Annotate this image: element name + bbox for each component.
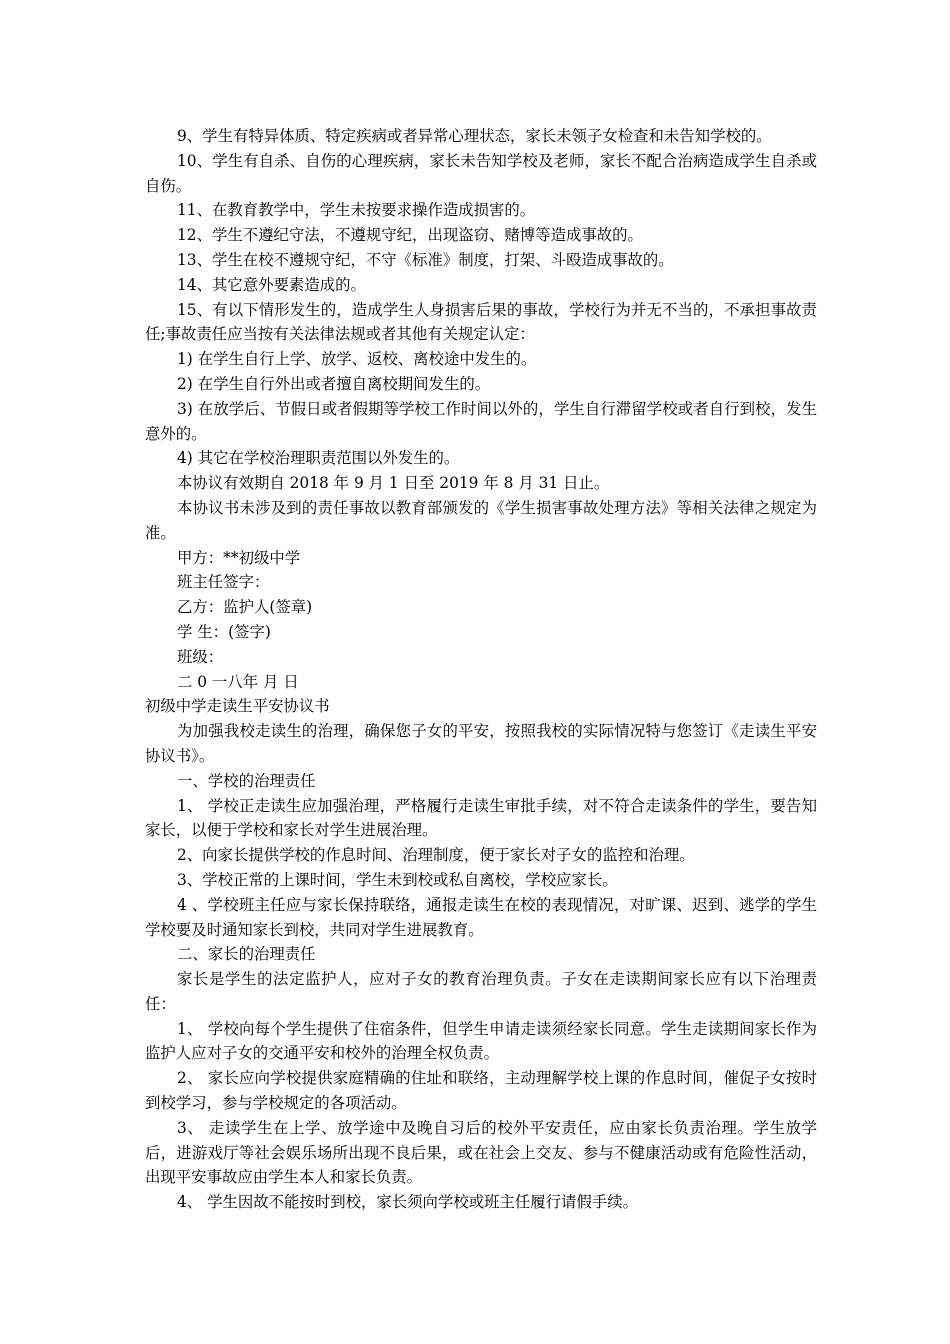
document-body [145,124,817,1215]
paragraph: 4 、学校班主任应与家长保持联络，通报走读生在校的表现情况，对旷课、迟到、逃学的学生学校要及时通知家长到校，共同对学生进展教育。 [145,895,817,939]
paragraph: 本协议书未涉及到的责任事故以教育部颁发的《学生损害事故处理方法》等相关法律之规定为准。 [145,498,817,542]
list-item: 2) 在学生自行外出或者擅自离校期间发生的。 [177,374,491,393]
document-title: 初级中学走读生平安协议书 [145,697,330,716]
paragraph: 2、向家长提供学校的作息时间、治理制度，便于家长对子女的监控和治理。 [177,846,695,865]
list-item: 4) 其它在学校治理职责范围以外发生的。 [177,449,460,468]
teacher-signature-line: 班主任签字： [177,573,270,592]
student-signature-line: 学 生：(签字) [177,622,271,641]
paragraph: 3、学校正常的上课时间，学生未到校或私自离校，学校应家长。 [177,870,618,889]
paragraph: 12、学生不遵纪守法，不遵规守纪，出现盗窃、赌博等造成事故的。 [177,226,643,245]
paragraph: 13、学生在校不遵规守纪，不守《标准》制度，打架、斗殴造成事故的。 [177,250,674,269]
section-heading: 一、学校的治理责任 [177,771,316,790]
paragraph: 1、 学校向每个学生提供了住宿条件，但学生申请走读须经家长同意。学生走读期间家长作为监护人应对子女的交通平安和校外的治理全权负责。 [145,1019,817,1063]
paragraph: 2、 家长应向学校提供家庭精确的住址和联络，主动理解学校上课的作息时间，催促子女按时到校学习，参与学校规定的各项活动。 [145,1069,817,1113]
paragraph: 10、学生有自杀、自伤的心理疾病，家长未告知学校及老师，家长不配合治病造成学生自杀或自伤。 [145,151,817,195]
section-heading: 二、家长的治理责任 [177,945,316,964]
paragraph: 11、在教育教学中，学生未按要求操作造成损害的。 [177,201,536,220]
list-item: 1) 在学生自行上学、放学、返校、离校途中发生的。 [177,350,537,369]
paragraph: 4、 学生因故不能按时到校，家长须向学校或班主任履行请假手续。 [177,1193,639,1212]
paragraph: 14、其它意外要素造成的。 [177,275,366,294]
paragraph: 9、学生有特异体质、特定疾病或者异常心理状态，家长未领子女检查和未告知学校的。 [177,127,772,145]
validity-period: 本协议有效期自 2018 年 9 月 1 日至 2019 年 8 月 31 日止。 [177,474,610,493]
party-a-line: 甲方：**初级中学 [177,548,301,567]
class-line: 班级： [177,647,224,666]
date-line: 二 0 一八年 月 日 [177,672,299,691]
party-b-line: 乙方：监护人(签章) [177,598,313,617]
paragraph: 家长是学生的法定监护人，应对子女的教育治理负责。子女在走读期间家长应有以下治理责任： [145,970,817,1013]
list-item: 3) 在放学后、节假日或者假期等学校工作时间以外的，学生自行滞留学校或者自行到校，发生意外的。 [145,399,817,443]
paragraph: 1、 学校正走读生应加强治理，严格履行走读生审批手续，对不符合走读条件的学生，要告知家长，以便于学校和家长对学生进展治理。 [145,796,817,840]
paragraph: 15、有以下情形发生的，造成学生人身损害后果的事故，学校行为并无不当的，不承担事故责任;事故责任应当按有关法律法规或者其他有关规定认定： [145,300,817,344]
paragraph: 为加强我校走读生的治理，确保您子女的平安，按照我校的实际情况特与您签订《走读生平安协议书》。 [145,722,817,765]
paragraph: 3、 走读学生在上学、放学途中及晚自习后的校外平安责任，应由家长负责治理。学生放学后，进游戏厅等社会娱乐场所出现不良后果，或在社会上交友、参与不健康活动或有危险性活动，出现平安事故应由学生本人和家长负责。 [145,1118,817,1187]
